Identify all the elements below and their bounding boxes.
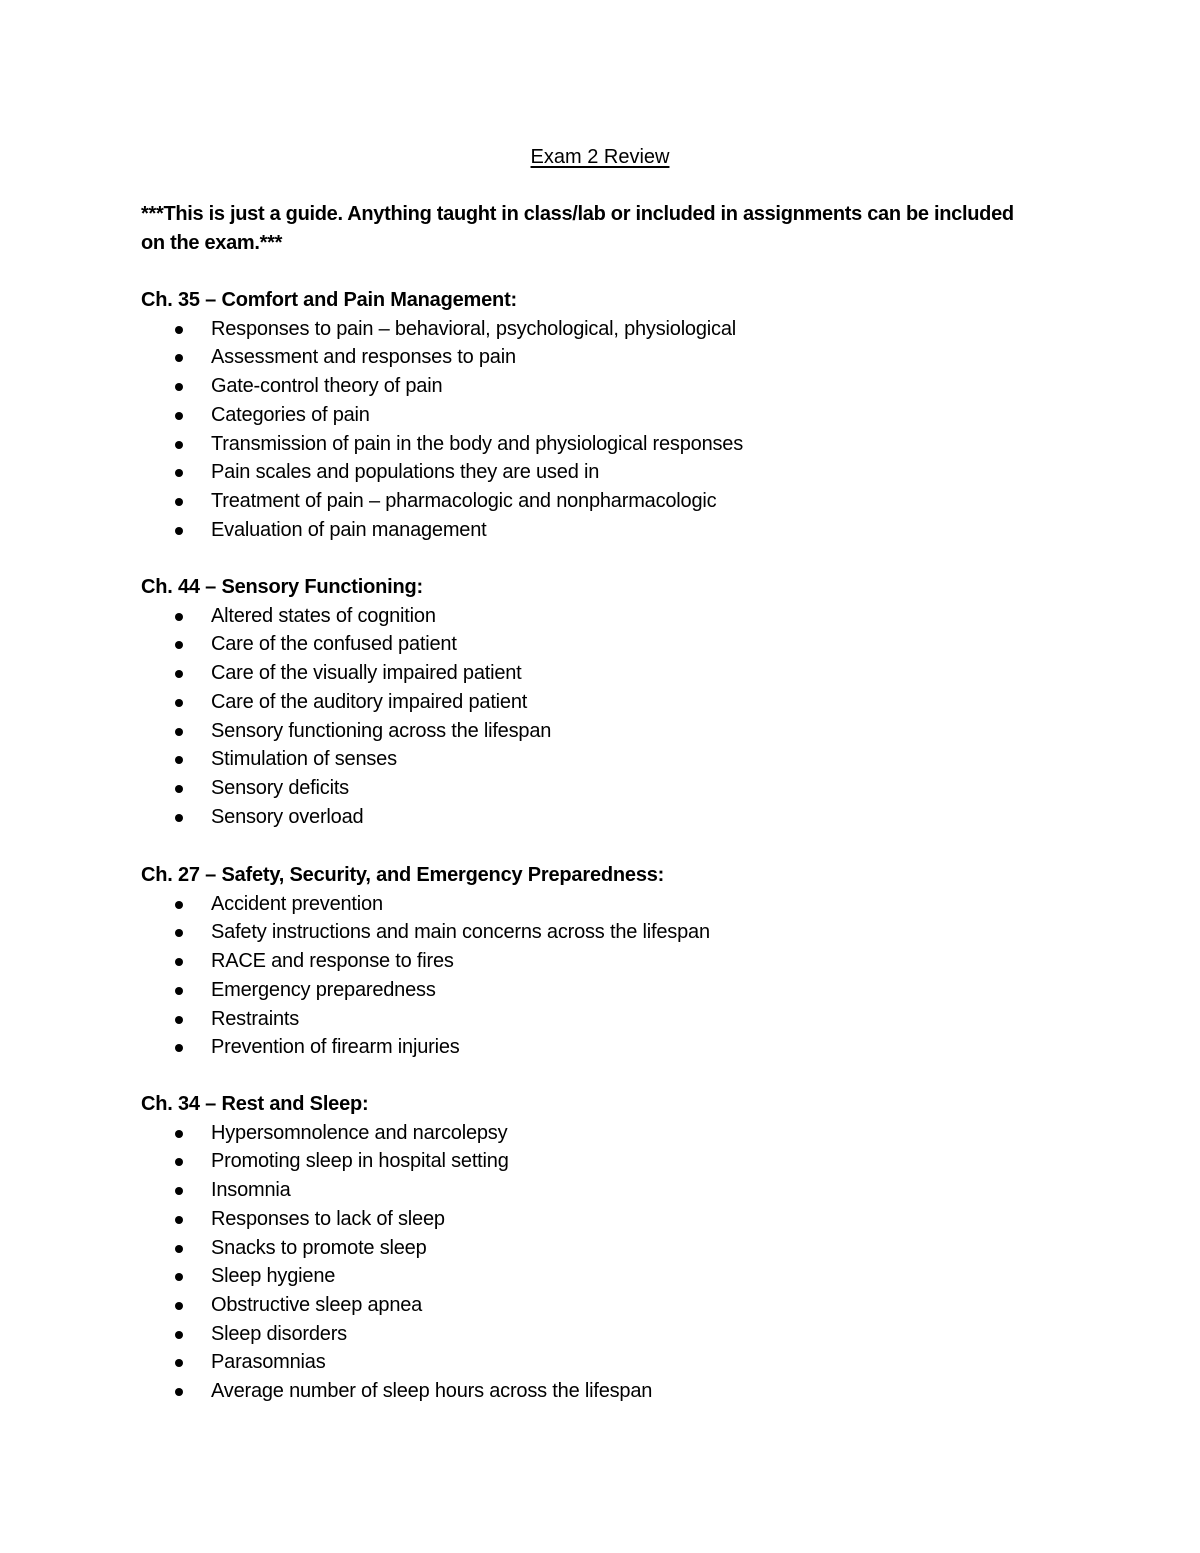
section-safety-security <box>141 861 1041 1062</box>
bullet-icon <box>175 728 183 736</box>
list-item-text: Responses to pain – behavioral, psychological, physiological <box>211 317 736 340</box>
list-item <box>141 372 1041 401</box>
list-item <box>141 1119 1041 1148</box>
list-item <box>141 315 1041 344</box>
list-item <box>141 630 1041 659</box>
list-item <box>141 774 1041 803</box>
topic-list <box>141 1119 1041 1406</box>
list-item-text: Promoting sleep in hospital setting <box>211 1150 509 1173</box>
section-heading: Ch. 34 – Rest and Sleep: <box>141 1093 369 1115</box>
bullet-icon <box>175 441 183 449</box>
bullet-icon <box>175 1216 183 1224</box>
list-item <box>141 1262 1041 1291</box>
list-item-text: Sleep disorders <box>211 1322 347 1345</box>
section-heading: Ch. 44 – Sensory Functioning: <box>141 576 424 598</box>
bullet-icon <box>175 1130 183 1138</box>
topic-list <box>141 315 1041 545</box>
list-item-text: Hypersomnolence and narcolepsy <box>211 1121 508 1144</box>
list-item-text: Altered states of cognition <box>211 604 436 627</box>
list-item <box>141 430 1041 459</box>
list-item-text: Pain scales and populations they are used in <box>211 461 600 484</box>
list-item <box>141 918 1041 947</box>
list-item <box>141 458 1041 487</box>
list-item-text: Treatment of pain – pharmacologic and nonpharmacologic <box>211 489 717 512</box>
list-item <box>141 1234 1041 1263</box>
list-item-text: Transmission of pain in the body and physiological responses <box>211 432 744 455</box>
list-item <box>141 803 1041 832</box>
list-item <box>141 516 1041 545</box>
list-item-text: Prevention of firearm injuries <box>211 1036 460 1059</box>
list-item <box>141 602 1041 631</box>
section-comfort-pain <box>141 286 1041 544</box>
bullet-icon <box>175 641 183 649</box>
section-heading: Ch. 35 – Comfort and Pain Management: <box>141 289 517 311</box>
bullet-icon <box>175 469 183 477</box>
bullet-icon <box>175 1273 183 1281</box>
list-item-text: Obstructive sleep apnea <box>211 1293 423 1316</box>
list-item-text: Care of the confused patient <box>211 633 457 656</box>
list-item <box>141 1176 1041 1205</box>
bullet-icon <box>175 958 183 966</box>
bullet-icon <box>175 1044 183 1052</box>
bullet-icon <box>175 1359 183 1367</box>
bullet-icon <box>175 785 183 793</box>
list-item-text: Assessment and responses to pain <box>211 346 516 369</box>
bullet-icon <box>175 1158 183 1166</box>
bullet-icon <box>175 1388 183 1396</box>
bullet-icon <box>175 326 183 334</box>
bullet-icon <box>175 814 183 822</box>
list-item-text: Sensory functioning across the lifespan <box>211 719 552 742</box>
list-item <box>141 1033 1041 1062</box>
section-heading: Ch. 27 – Safety, Security, and Emergency Preparedness: <box>141 864 665 886</box>
list-item <box>141 1348 1041 1377</box>
list-item-text: Insomnia <box>211 1179 291 1202</box>
list-item-text: Care of the visually impaired patient <box>211 662 522 685</box>
list-item <box>141 659 1041 688</box>
bullet-icon <box>175 1331 183 1339</box>
list-item-text: Responses to lack of sleep <box>211 1207 445 1230</box>
list-item-text: Parasomnias <box>211 1351 326 1374</box>
guide-note: ***This is just a guide. Anything taught in class/lab or included in assignments can be included on the exam.*** <box>141 203 1014 254</box>
list-item <box>141 947 1041 976</box>
list-item <box>141 1320 1041 1349</box>
list-item-text: Safety instructions and main concerns across the lifespan <box>211 921 710 944</box>
list-item-text: Sensory deficits <box>211 776 349 799</box>
bullet-icon <box>175 383 183 391</box>
bullet-icon <box>175 1245 183 1253</box>
bullet-icon <box>175 670 183 678</box>
list-item <box>141 1377 1041 1406</box>
section-sensory-functioning <box>141 573 1041 831</box>
list-item <box>141 745 1041 774</box>
list-item <box>141 890 1041 919</box>
section-rest-sleep <box>141 1090 1041 1406</box>
bullet-icon <box>175 412 183 420</box>
list-item-text: Snacks to promote sleep <box>211 1236 427 1259</box>
list-item <box>141 976 1041 1005</box>
page-title: Exam 2 Review <box>530 146 670 168</box>
list-item <box>141 1005 1041 1034</box>
list-item <box>141 401 1041 430</box>
list-item-text: Sensory overload <box>211 805 364 828</box>
list-item-text: Accident prevention <box>211 892 383 915</box>
list-item <box>141 343 1041 372</box>
bullet-icon <box>175 498 183 506</box>
bullet-icon <box>175 1016 183 1024</box>
bullet-icon <box>175 699 183 707</box>
list-item-text: Gate-control theory of pain <box>211 375 443 398</box>
list-item <box>141 1205 1041 1234</box>
list-item-text: Average number of sleep hours across the lifespan <box>211 1380 653 1403</box>
topic-list <box>141 602 1041 832</box>
list-item-text: Care of the auditory impaired patient <box>211 690 528 713</box>
list-item <box>141 717 1041 746</box>
list-item-text: RACE and response to fires <box>211 950 454 973</box>
list-item <box>141 1147 1041 1176</box>
bullet-icon <box>175 527 183 535</box>
topic-list <box>141 890 1041 1062</box>
list-item-text: Sleep hygiene <box>211 1265 336 1288</box>
bullet-icon <box>175 354 183 362</box>
bullet-icon <box>175 1187 183 1195</box>
bullet-icon <box>175 901 183 909</box>
list-item <box>141 487 1041 516</box>
bullet-icon <box>175 929 183 937</box>
list-item-text: Evaluation of pain management <box>211 518 487 541</box>
list-item <box>141 1291 1041 1320</box>
list-item-text: Stimulation of senses <box>211 748 397 771</box>
bullet-icon <box>175 756 183 764</box>
list-item-text: Restraints <box>211 1007 300 1030</box>
list-item <box>141 688 1041 717</box>
bullet-icon <box>175 987 183 995</box>
bullet-icon <box>175 1302 183 1310</box>
list-item-text: Categories of pain <box>211 403 370 426</box>
list-item-text: Emergency preparedness <box>211 978 436 1001</box>
bullet-icon <box>175 613 183 621</box>
